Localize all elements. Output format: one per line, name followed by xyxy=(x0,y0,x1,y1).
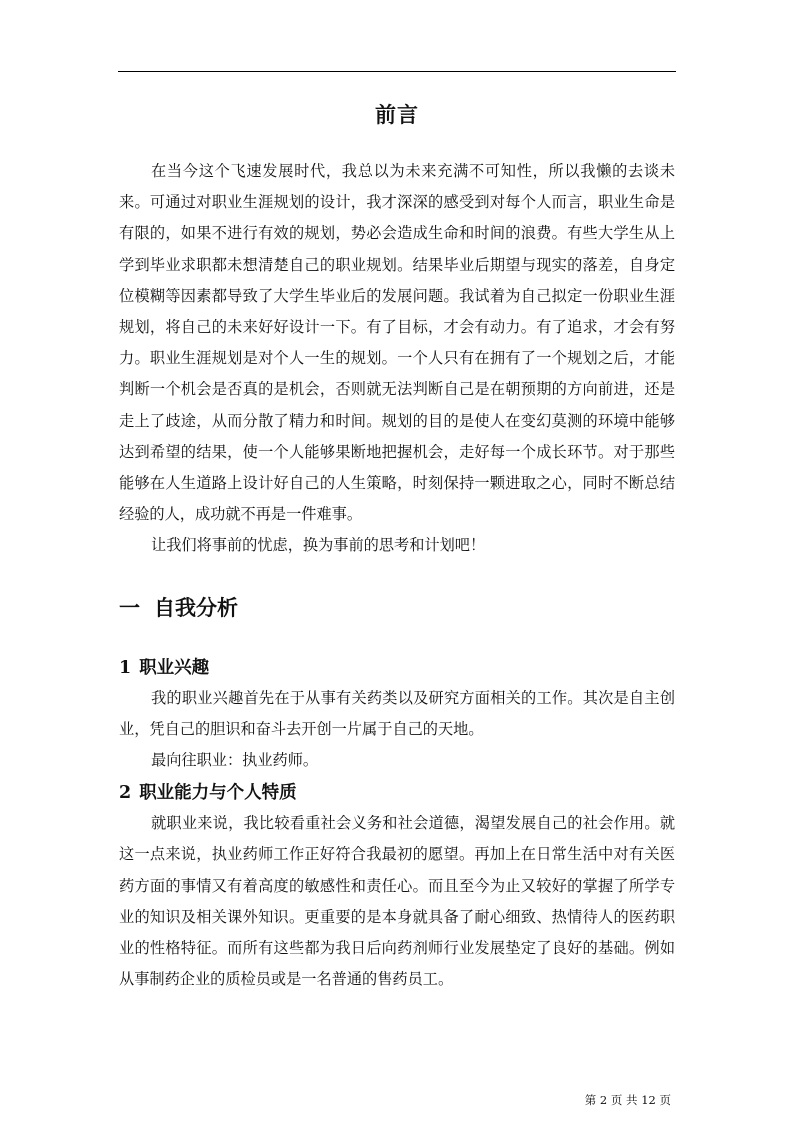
section-number: 一 xyxy=(119,594,140,620)
subsection-title: 职业兴趣 xyxy=(139,657,210,678)
page-content xyxy=(119,100,675,995)
subsection-heading-interest xyxy=(119,653,675,683)
subsection-number: 1 xyxy=(119,657,132,678)
page-title: 前言 xyxy=(375,102,419,127)
subsection-title: 职业能力与个人特质 xyxy=(139,783,297,804)
interest-paragraph-2: 最向往职业：执业药师。 xyxy=(151,751,319,770)
subsection-number: 2 xyxy=(119,783,132,804)
ability-paragraph-1: 就职业来说，我比较看重社会义务和社会道德，渴望发展自己的社会作用。就这一点来说，执业药师工作正好符合我最初的愿望。再加上在日常生活中对有关医药方面的事情又有着高度的敏感性和责任心。而且至今为止又较好的掌握了所学专业的知识及相关课外知识。更重要的是本身就具备了耐心细致、热情待人的医药职业的性格特征。而所有这些都为我日后向药剂师行业发展垫定了良好的基础。例如从事制药企业的质检员或是一名普通的售药员工。 xyxy=(119,814,675,989)
page-number-footer: 第 2 页 共 12 页 xyxy=(584,1093,671,1107)
interest-paragraph-1: 我的职业兴趣首先在于从事有关药类以及研究方面相关的工作。其次是自主创业，凭自己的胆识和奋斗去开创一片属于自己的天地。 xyxy=(119,688,675,738)
preface-paragraph-1: 在当今这个飞速发展时代，我总以为未来充满不可知性，所以我懒的去谈未来。可通过对职业生涯规划的设计，我才深深的感受到对每个人而言，职业生命是有限的，如果不进行有效的规划，势必会造成生命和时间的浪费。有些大学生从上学到毕业求职都未想清楚自己的职业规划。结果毕业后期望与现实的落差，自身定位模糊等因素都导致了大学生毕业后的发展问题。我试着为自己拟定一份职业生涯规划，将自己的未来好好设计一下。有了目标，才会有动力。有了追求，才会有努力。职业生涯规划是对个人一生的规划。一个人只有在拥有了一个规划之后，才能判断一个机会是否真的是机会，否则就无法判断自己是在朝预期的方向前进，还是走上了歧途，从而分散了精力和时间。规划的目的是使人在变幻莫测的环境中能够达到希望的结果，使一个人能够果断地把握机会，走好每一个成长环节。对于那些能够在人生道路上设计好自己的人生策略，时刻保持一颗进取之心，同时不断总结经验的人，成功就不再是一件难事。 xyxy=(119,162,675,524)
header-rule xyxy=(118,71,676,72)
section-title: 自我分析 xyxy=(154,594,238,620)
section-heading-self-analysis xyxy=(119,593,675,623)
subsection-heading-ability xyxy=(119,778,675,808)
preface-paragraph-2: 让我们将事前的忧虑，换为事前的思考和计划吧！ xyxy=(151,536,486,555)
